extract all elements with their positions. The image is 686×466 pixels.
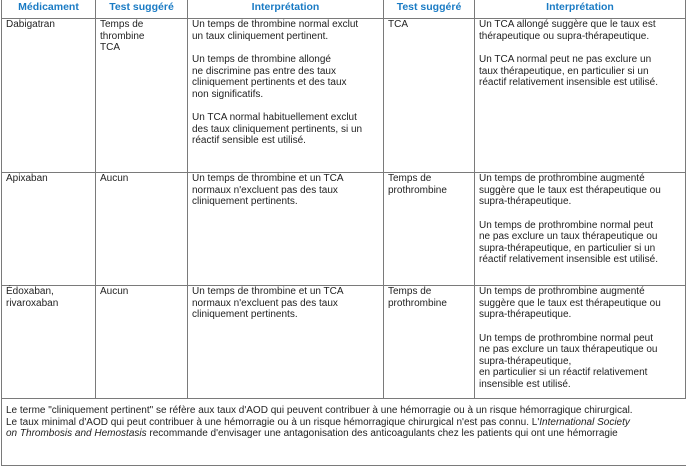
interpretation-paragraph: Un temps de thrombine normal exclut un taux cliniquement pertinent. <box>192 19 359 42</box>
interpretation-paragraph: Un temps de thrombine allongé ne discrimine pas entre des taux cliniquement pertinents et des taux non significatifs. <box>192 54 347 100</box>
table-row-edoxaban-rivaroxaban <box>2 286 686 399</box>
interpretation-paragraph: Un temps de prothrombine normal peut ne pas exclure un taux thérapeutique ou supra-thérapeutique, en particulier si un réactif relativement insensible est utilisé. <box>479 332 658 390</box>
suggested-test: Aucun <box>96 286 188 399</box>
interpretation <box>475 173 686 286</box>
header-test-1: Test suggéré <box>96 0 188 19</box>
interpretation-paragraph: Un temps de prothrombine augmenté suggère que le taux est thérapeutique ou supra-thérapeutique. <box>479 286 661 320</box>
drug-name: Dabigatran <box>2 19 96 173</box>
suggested-test: Temps de prothrombine <box>384 286 475 399</box>
header-interpretation-1: Interprétation <box>188 0 384 19</box>
header-row <box>2 0 686 19</box>
interpretation-paragraph: Un temps de thrombine et un TCA normaux n'excluent pas des taux cliniquement pertinents. <box>192 286 344 320</box>
suggested-test: Temps de thrombine TCA <box>96 19 188 173</box>
suggested-test: Aucun <box>96 173 188 286</box>
interpretation-paragraph: Un TCA normal habituellement exclut des taux cliniquement pertinents, si un réactif sensible est utilisé. <box>192 112 363 146</box>
interpretation-paragraph: Un temps de prothrombine normal peut ne pas exclure un taux thérapeutique ou supra-thérapeutique, en particulier si un réactif relativement insensible est utilisé. <box>479 219 658 265</box>
interpretation-paragraph: Un temps de thrombine et un TCA normaux n'excluent pas des taux cliniquement pertinents. <box>192 173 344 207</box>
footnote-line-1: Le terme "cliniquement pertinent" se réfère aux taux d'AOD qui peuvent contribuer à une hémorragie ou à un risque hémorragique chirurgical. <box>6 405 633 416</box>
header-interpretation-2: Interprétation <box>475 0 686 19</box>
interpretation <box>475 19 686 173</box>
header-test-2: Test suggéré <box>384 0 475 19</box>
interpretation <box>188 173 384 286</box>
anticoagulant-table <box>1 0 686 399</box>
interpretation-paragraph: Un temps de prothrombine augmenté suggère que le taux est thérapeutique ou supra-thérapeutique. <box>479 173 661 207</box>
table-row-apixaban <box>2 173 686 286</box>
suggested-test: TCA <box>384 19 475 173</box>
footnote-line-3: on Thrombosis and Hemostasis recommande d'envisager une antagonisation des anticoagulants chez les patients qui ont une hémorragie <box>6 428 618 439</box>
table-footnote <box>1 399 686 466</box>
interpretation <box>188 19 384 173</box>
drug-name: Édoxaban, rivaroxaban <box>2 286 96 399</box>
table-row-dabigatran <box>2 19 686 173</box>
interpretation-paragraph: Un TCA allongé suggère que le taux est thérapeutique ou supra-thérapeutique. <box>479 19 656 42</box>
interpretation-paragraph: Un TCA normal peut ne pas exclure un taux thérapeutique, en particulier si un réactif relativement insensible est utilisé. <box>479 54 658 88</box>
interpretation <box>475 286 686 399</box>
header-medicament: Médicament <box>2 0 96 19</box>
drug-name: Apixaban <box>2 173 96 286</box>
interpretation <box>188 286 384 399</box>
suggested-test: Temps de prothrombine <box>384 173 475 286</box>
footnote-line-2: Le taux minimal d'AOD qui peut contribuer à une hémorragie ou à un risque hémorragique chirurgical n'est pas connu. L'International Society <box>6 416 630 428</box>
